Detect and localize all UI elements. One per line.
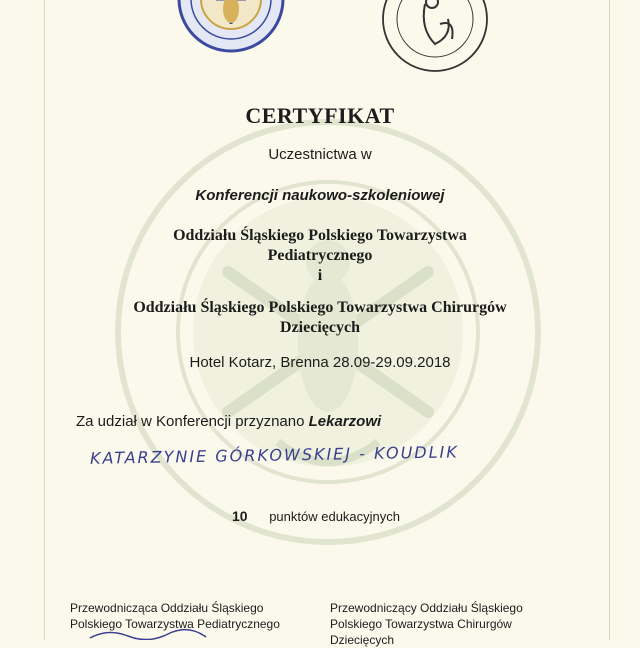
- conference-type: Konferencji naukowo-szkoleniowej: [195, 187, 445, 204]
- signature-title-line: Polskiego Towarzystwa Chirurgów: [330, 617, 512, 631]
- award-recipient-title: Lekarzowi: [308, 413, 382, 430]
- signature-title-line: Dziecięcych: [330, 633, 395, 647]
- organizer-line: Oddziału Śląskiego Polskiego Towarzystwa Chirurgów: [133, 299, 507, 316]
- signature-block-right: [330, 600, 523, 648]
- signature-title-line: Polskiego Towarzystwa Pediatrycznego: [70, 617, 280, 631]
- organizer-line: Pediatrycznego: [267, 247, 373, 264]
- award-line: [76, 413, 381, 430]
- organizer-conjunction: i: [317, 267, 323, 284]
- recipient-name-handwritten: KATARZYNIE GÓRKOWSKIEJ - KOUDLIK: [89, 442, 459, 468]
- signature-title-line: Przewodniczący Oddziału Śląskiego: [330, 601, 523, 615]
- organizers-block: [0, 226, 640, 338]
- pediatric-surgeons-logo: [380, 0, 490, 74]
- points-value: 10: [232, 508, 248, 524]
- pediatric-society-logo: [176, 0, 286, 54]
- signature-scribble-left: [88, 628, 208, 640]
- organizer-line: Oddziału Śląskiego Polskiego Towarzystwa: [173, 227, 467, 244]
- venue-and-dates: Hotel Kotarz, Brenna 28.09-29.09.2018: [189, 354, 451, 371]
- points-label: punktów edukacyjnych: [269, 509, 401, 524]
- education-points: [232, 508, 400, 524]
- certificate-title: CERTYFIKAT: [245, 103, 395, 128]
- certificate-subtitle: Uczestnictwa w: [268, 146, 372, 163]
- signature-title-line: Przewodnicząca Oddziału Śląskiego: [70, 601, 264, 615]
- organizer-line: Dziecięcych: [280, 319, 360, 336]
- award-prefix: Za udział w Konferencji przyznano: [76, 413, 305, 430]
